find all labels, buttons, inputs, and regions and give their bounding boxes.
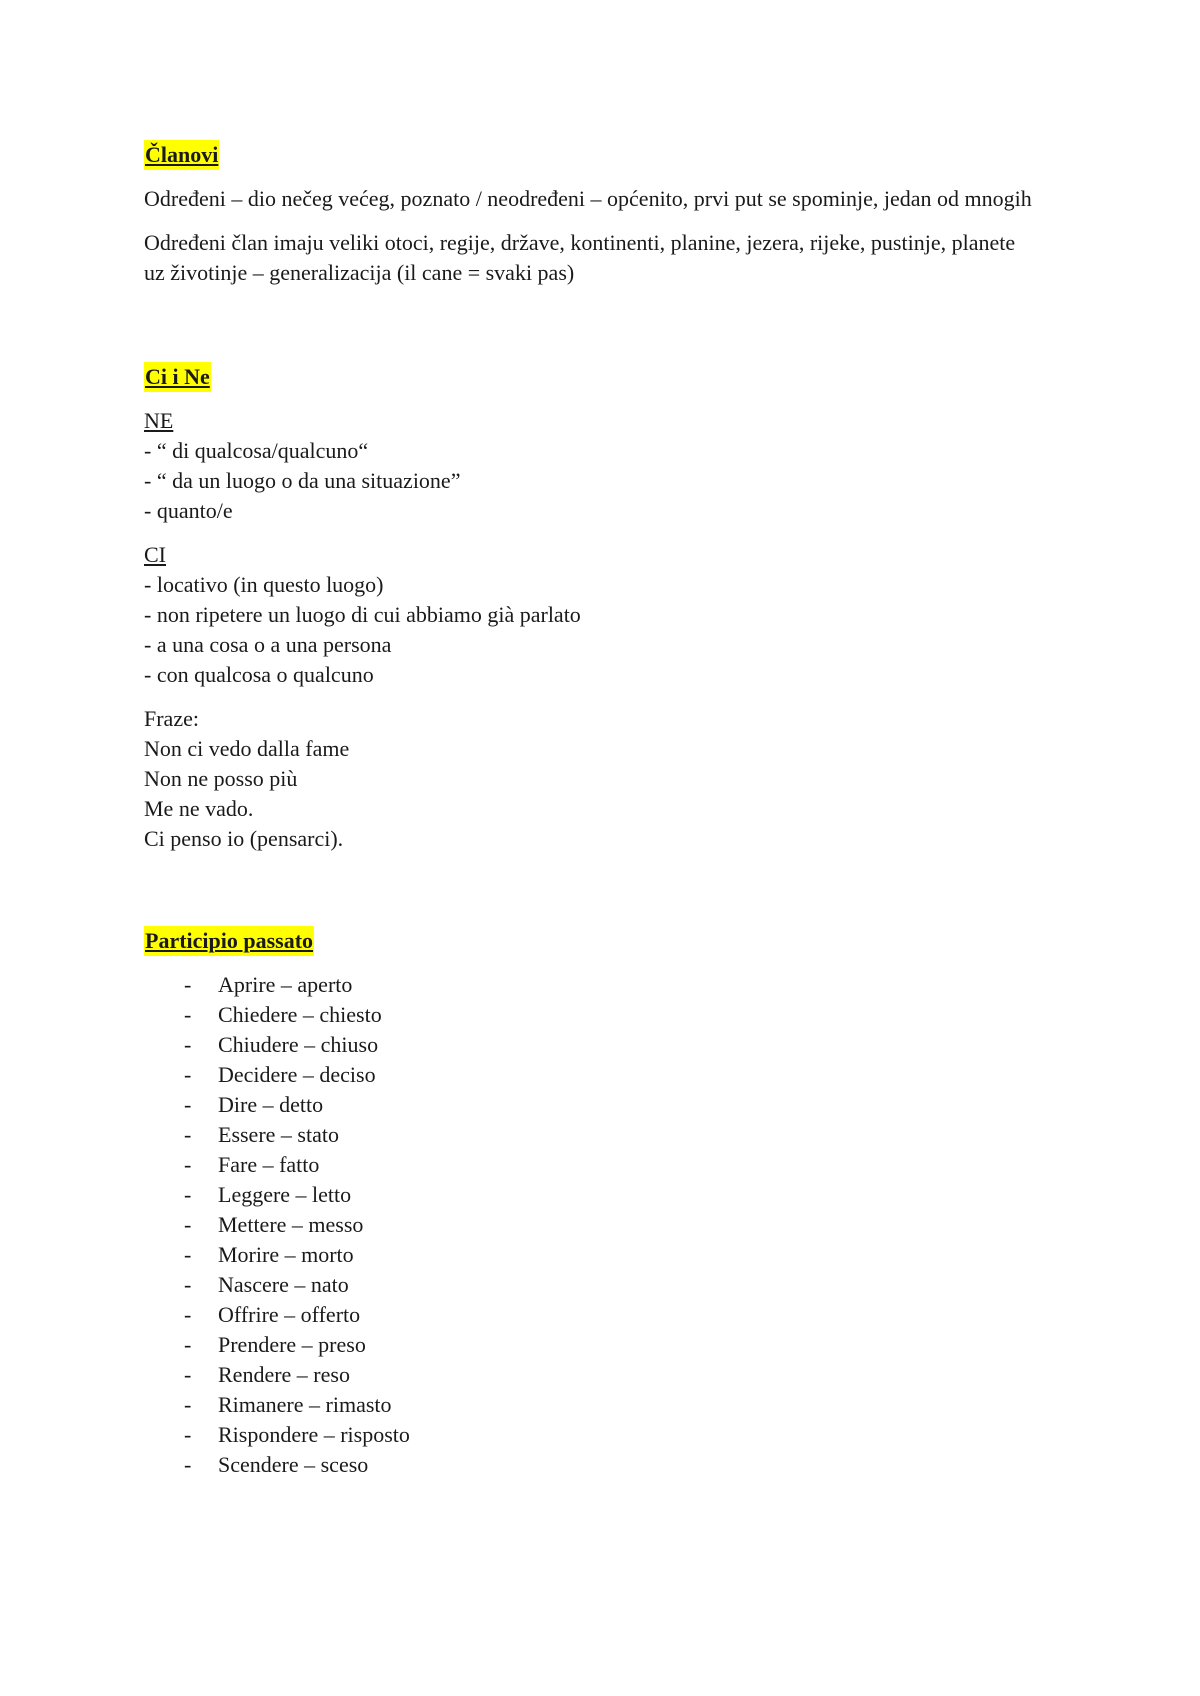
dash-bullet: -: [184, 1002, 192, 1027]
dash-bullet: -: [184, 1272, 192, 1297]
list-item-text: Morire – morto: [218, 1242, 354, 1267]
list-item: [144, 1390, 1064, 1420]
list-item-text: Aprire – aperto: [218, 972, 353, 997]
heading-participio-passato: Participio passato: [144, 926, 314, 956]
list-item-text: Rimanere – rimasto: [218, 1392, 392, 1417]
ne-item: - “ da un luogo o da una situazione”: [144, 468, 461, 493]
dash-bullet: -: [184, 1452, 192, 1477]
list-item-text: Nascere – nato: [218, 1272, 349, 1297]
clanovi-paragraph-2-line-2: uz životinje – generalizacija (il cane = svaki pas): [144, 260, 575, 285]
dash-bullet: -: [184, 1182, 192, 1207]
dash-bullet: -: [184, 1242, 192, 1267]
participio-list: [144, 970, 1064, 1480]
dash-bullet: -: [184, 1062, 192, 1087]
fraze-block: [144, 704, 1064, 854]
section-clanovi: [144, 140, 1064, 170]
fraze-item: Non ci vedo dalla fame: [144, 736, 350, 761]
spacer: [144, 868, 1064, 926]
dash-bullet: -: [184, 1302, 192, 1327]
dash-bullet: -: [184, 1152, 192, 1177]
document-page: [144, 140, 1064, 1480]
list-item: [144, 1060, 1064, 1090]
fraze-item: Non ne posso più: [144, 766, 298, 791]
list-item-text: Chiedere – chiesto: [218, 1002, 382, 1027]
heading-ci-ne: Ci i Ne: [144, 362, 211, 392]
list-item: [144, 1450, 1064, 1480]
section-ci-ne: [144, 362, 1064, 392]
fraze-item: Ci penso io (pensarci).: [144, 826, 344, 851]
list-item: [144, 1180, 1064, 1210]
ne-title: NE: [144, 408, 174, 433]
list-item-text: Mettere – messo: [218, 1212, 364, 1237]
clanovi-paragraph-2: [144, 228, 1064, 288]
list-item: [144, 1120, 1064, 1150]
dash-bullet: -: [184, 1362, 192, 1387]
list-item-text: Prendere – preso: [218, 1332, 366, 1357]
list-item: [144, 1330, 1064, 1360]
list-item-text: Fare – fatto: [218, 1152, 320, 1177]
list-item-text: Dire – detto: [218, 1092, 324, 1117]
dash-bullet: -: [184, 1332, 192, 1357]
list-item-text: Leggere – letto: [218, 1182, 352, 1207]
list-item-text: Rendere – reso: [218, 1362, 350, 1387]
ci-item: - non ripetere un luogo di cui abbiamo già parlato: [144, 602, 581, 627]
ne-item: - quanto/e: [144, 498, 233, 523]
section-participio-passato: [144, 926, 1064, 956]
list-item: [144, 1000, 1064, 1030]
list-item-text: Essere – stato: [218, 1122, 339, 1147]
heading-clanovi: Članovi: [144, 140, 219, 170]
clanovi-paragraph-1: Određeni – dio nečeg većeg, poznato / neodređeni – općenito, prvi put se spominje, jedan od mnogih: [144, 186, 1032, 211]
spacer: [144, 302, 1064, 362]
list-item-text: Decidere – deciso: [218, 1062, 376, 1087]
list-item: [144, 1240, 1064, 1270]
ci-title: CI: [144, 542, 166, 567]
list-item-text: Chiudere – chiuso: [218, 1032, 379, 1057]
list-item: [144, 1270, 1064, 1300]
ne-block: [144, 406, 1064, 526]
list-item-text: Offrire – offerto: [218, 1302, 361, 1327]
fraze-title: Fraze:: [144, 706, 199, 731]
list-item: [144, 1420, 1064, 1450]
dash-bullet: -: [184, 1122, 192, 1147]
list-item: [144, 1210, 1064, 1240]
list-item: [144, 1300, 1064, 1330]
ci-block: [144, 540, 1064, 690]
dash-bullet: -: [184, 1392, 192, 1417]
dash-bullet: -: [184, 1092, 192, 1117]
ci-item: - con qualcosa o qualcuno: [144, 662, 374, 687]
ne-item: - “ di qualcosa/qualcuno“: [144, 438, 369, 463]
list-item: [144, 1150, 1064, 1180]
ci-item: - locativo (in questo luogo): [144, 572, 384, 597]
list-item-text: Scendere – sceso: [218, 1452, 369, 1477]
dash-bullet: -: [184, 972, 192, 997]
dash-bullet: -: [184, 1212, 192, 1237]
ci-item: - a una cosa o a una persona: [144, 632, 392, 657]
list-item: [144, 1030, 1064, 1060]
fraze-item: Me ne vado.: [144, 796, 254, 821]
list-item-text: Rispondere – risposto: [218, 1422, 410, 1447]
list-item: [144, 970, 1064, 1000]
dash-bullet: -: [184, 1032, 192, 1057]
list-item: [144, 1090, 1064, 1120]
clanovi-paragraph-2-line-1: Određeni član imaju veliki otoci, regije, države, kontinenti, planine, jezera, rijeke, pustinje, planete: [144, 230, 1016, 255]
dash-bullet: -: [184, 1422, 192, 1447]
list-item: [144, 1360, 1064, 1390]
